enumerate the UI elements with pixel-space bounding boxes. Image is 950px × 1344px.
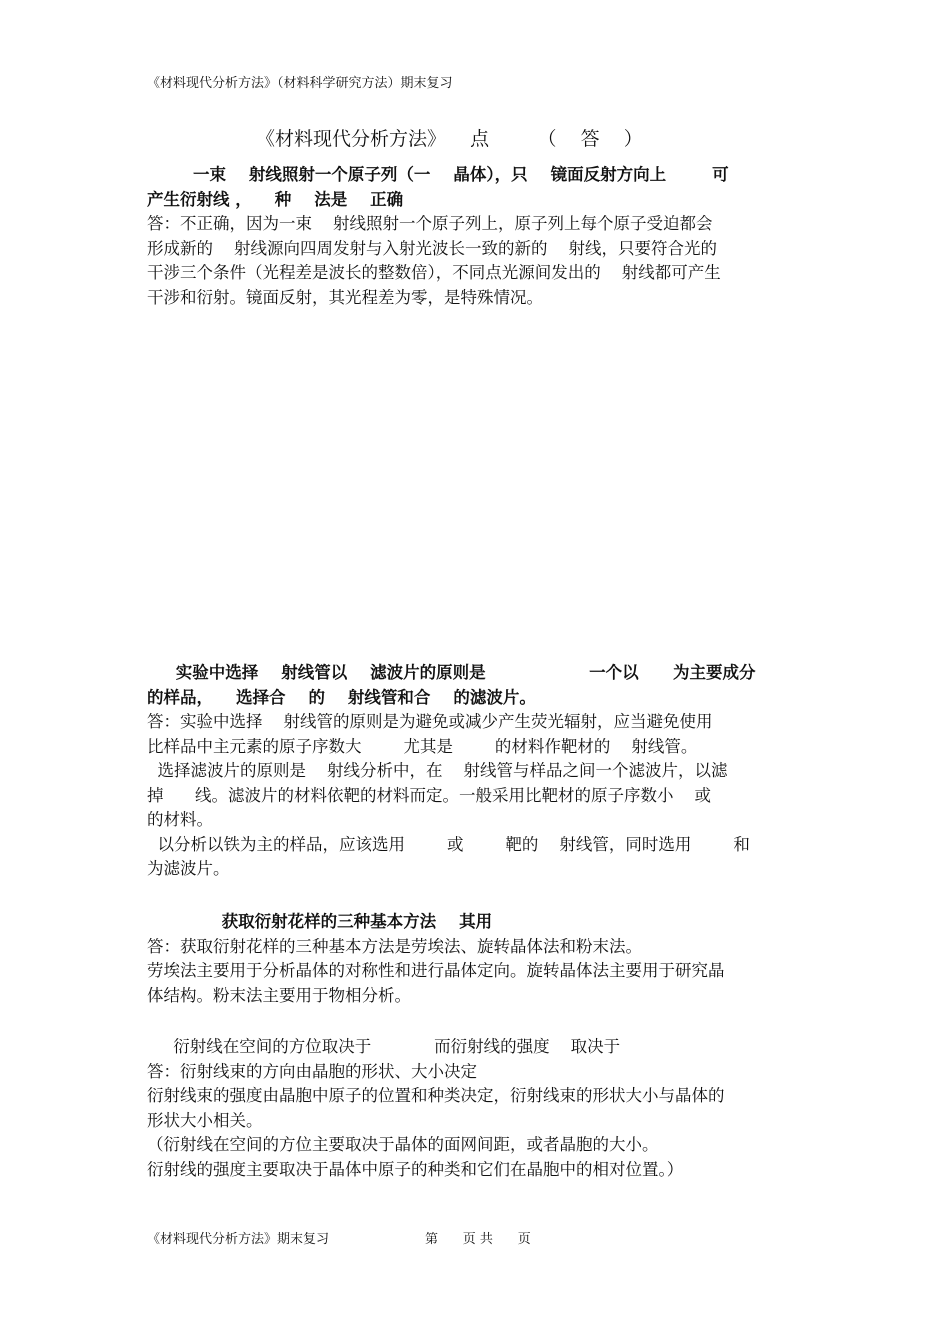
- answer-1-line: 答：不正确，因为一束 射线照射一个原子列上，原子列上每个原子受迫都会: [147, 214, 713, 233]
- answer-1-line: 干涉和衍射。镜面反射，其光程差为零，是特殊情况。: [147, 287, 543, 307]
- answer-2-line: 答：实验中选择 射线管的原则是为避免或减少产生荧光辐射，应当避免使用: [147, 712, 713, 731]
- answer-2-line: 以分析以铁为主的样品，应该选用 或 靶的 射线管，同时选用 和: [147, 834, 750, 854]
- question-1-line-2: 产生衍射线 ， 种 法是 正确: [147, 189, 404, 209]
- answer-1-line: 形成新的 射线源向四周发射与入射光波长一致的新的 射线，只要符合光的: [147, 238, 717, 258]
- question-2-line-1: 实验中选择 射线管以 滤波片的原则是 一个以 为主要成分: [147, 663, 756, 682]
- answer-2-line: 的材料。: [147, 810, 213, 829]
- question-2: [147, 661, 812, 882]
- answer-3-line: 劳埃法主要用于分析晶体的对称性和进行晶体定向。旋转晶体法主要用于研究晶: [147, 961, 725, 980]
- running-footer: 《材料现代分析方法》期末复习: [147, 1232, 330, 1247]
- question-4-line-1: 衍射线在空间的方位取决于 而衍射线的强度 取决于: [147, 1037, 621, 1056]
- answer-2-line: 选择滤波片的原则是 射线分析中，在 射线管与样品之间一个滤波片，以滤: [147, 761, 728, 780]
- answer-4-line: 形状大小相关。: [147, 1110, 263, 1130]
- answer-3-line: 体结构。粉末法主要用于物相分析。: [147, 985, 411, 1005]
- answer-1-line: 干涉三个条件（光程差是波长的整数倍），不同点光源间发出的 射线都可产生: [147, 263, 721, 282]
- answer-2-line: 为滤波片。: [147, 859, 230, 878]
- question-2-line-2: 的样品， 选择合 的 射线管和合 的滤波片。: [147, 687, 536, 707]
- running-header: 《材料现代分析方法》（材料科学研究方法）期末复习: [147, 76, 453, 91]
- answer-4-line: 衍射线的强度主要取决于晶体中原子的种类和它们在晶胞中的相对位置。）: [147, 1159, 684, 1179]
- question-4: [147, 1035, 812, 1182]
- answer-2-line: 比样品中主元素的原子序数大 尤其是 的材料作靶材的 射线管。: [147, 736, 698, 756]
- answer-4-line: （衍射线在空间的方位主要取决于晶体的面网间距，或者晶胞的大小。: [147, 1135, 659, 1154]
- answer-4-line: 衍射线束的强度由晶胞中原子的位置和种类决定，衍射线束的形状大小与晶体的: [147, 1086, 725, 1105]
- page-number: 第 页 共 页: [425, 1232, 531, 1247]
- answer-3-line: 答：获取衍射花样的三种基本方法是劳埃法、旋转晶体法和粉末法。: [147, 936, 642, 956]
- answer-4-line: 答：衍射线束的方向由晶胞的形状、大小决定: [147, 1061, 477, 1081]
- question-1: [147, 163, 812, 310]
- question-3: [147, 910, 812, 1008]
- page-title: 《材料现代分析方法》 点 （ 答 ）: [256, 128, 643, 150]
- answer-2-line: 掉 线。滤波片的材料依靶的材料而定。一般采用比靶材的原子序数小 或: [147, 785, 711, 805]
- question-1-line-1: 一束 射线照射一个原子列（一 晶体），只 镜面反射方向上 可: [147, 165, 729, 184]
- question-3-line-1: 获取衍射花样的三种基本方法 其用: [147, 912, 493, 931]
